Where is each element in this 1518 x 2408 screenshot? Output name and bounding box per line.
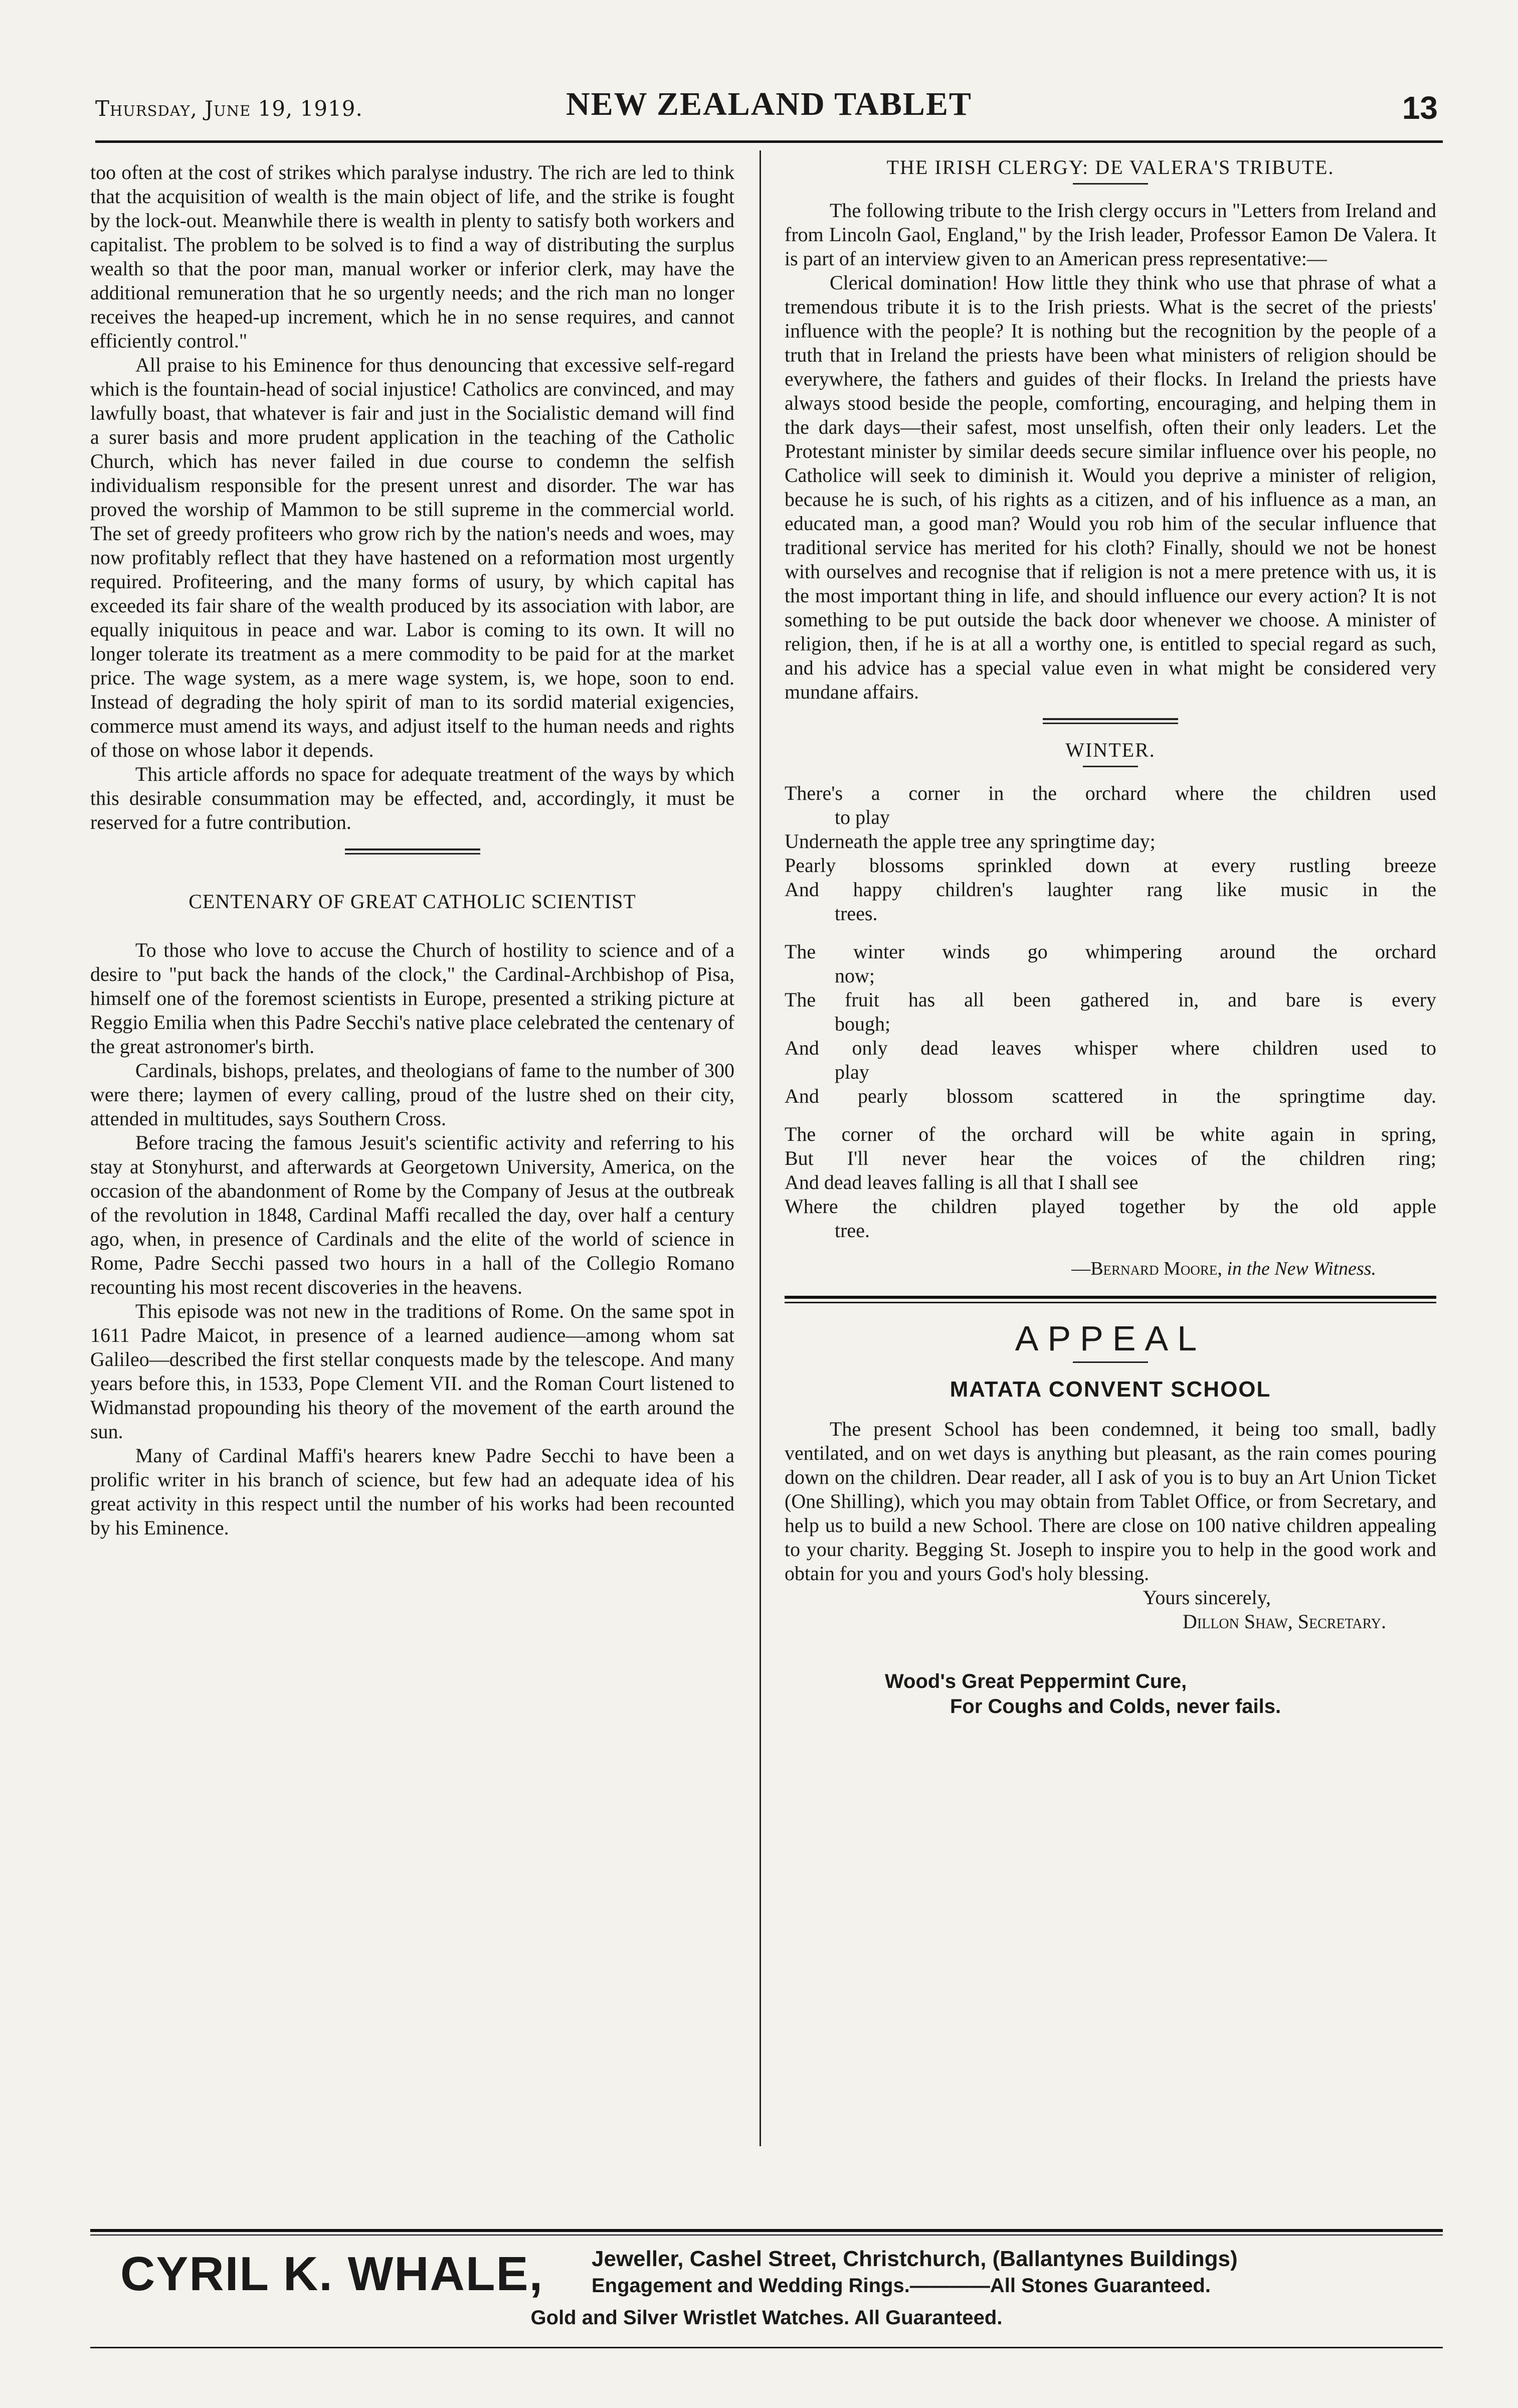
column-divider bbox=[760, 150, 761, 2146]
poem-line: The corner of the orchard will be white again in spring, bbox=[785, 1123, 1436, 1145]
section-rule bbox=[1043, 718, 1178, 724]
poem-line-continuation: now; bbox=[835, 964, 875, 987]
poem-line: And dead leaves falling is all that I shall see bbox=[785, 1171, 1138, 1193]
advert-line-1: Jeweller, Cashel Street, Christchurch, (Ballantynes Buildings) bbox=[592, 2247, 1238, 2271]
poem-line: But I'll never hear the voices of the children ring; bbox=[785, 1147, 1436, 1169]
poem-line-continuation: play bbox=[835, 1061, 869, 1083]
poem-line: And happy children's laughter rang like music in the bbox=[785, 878, 1436, 901]
issue-date: Thursday, June 19, 1919. bbox=[95, 96, 363, 121]
article-paragraph: The following tribute to the Irish clergy occurs in "Letters from Ireland and from Lincoln Gaol, England," by the Irish leader, Professor Eamon De Valera. It is part of an interview given to an American press representative:— bbox=[785, 199, 1436, 270]
irish-clergy-article bbox=[785, 155, 1436, 704]
poem-stanza bbox=[785, 940, 1436, 1108]
advert-rule-bottom bbox=[90, 2347, 1443, 2348]
poem-line-continuation: tree. bbox=[835, 1219, 870, 1242]
page-number: 13 bbox=[1402, 90, 1438, 126]
article-paragraph: Many of Cardinal Maffi's hearers knew Padre Secchi to have been a prolific writer in his branch of science, but few had an adequate idea of his great activity in this respect until the number of his works had been recounted by his Eminence. bbox=[90, 1444, 734, 1539]
title-rule bbox=[1083, 766, 1138, 767]
poem-source: in the New Witness. bbox=[1227, 1258, 1376, 1279]
article-paragraph: To those who love to accuse the Church of hostility to science and of a desire to "put back the hands of the clock," the Cardinal-Archbishop of Pisa, himself one of the foremost scientists in Europe, presented a striking picture at Reggio Emilia when this Padre Secchi's native place celebrated the centenary of the great astronomer's birth. bbox=[90, 939, 734, 1058]
appeal-subtitle: MATATA CONVENT SCHOOL bbox=[950, 1377, 1271, 1402]
poem-line: Underneath the apple tree any springtime day; bbox=[785, 830, 1156, 852]
article-paragraph: All praise to his Eminence for thus denouncing that excessive self-regard which is the fountain-head of social injustice! Catholics are convinced, and may lawfully boast, that whatever is fair and just in the Socialistic demand will find a surer basis and more prudent application in the teaching of the Catholic Church, which has never failed in due course to condemn the selfish individualism responsible for the present unrest and disorder. The war has proved the worship of Mammon to be still supreme in the commercial world. The set of greedy profiteers who grow rich by the nation's needs and woes, may now profitably reflect that they have hastened on a reformation most urgently required. Profiteering, and the many forms of usury, by which capital has exceeded its fair share of the wealth produced by its association with labor, are equally iniquitous in peace and war. Labor is coming to its own. It will no longer tolerate its treatment as a mere commodity to be paid for at the market price. The wage system, as a mere wage system, is, we hope, soon to end. Instead of degrading the holy spirit of man to its sordid material exigencies, commerce must amend its ways, and adjust itself to the human needs and rights of those on whose labor it depends. bbox=[90, 354, 734, 761]
section-rule bbox=[785, 1296, 1436, 1303]
left-column bbox=[90, 160, 734, 1540]
poem-stanza bbox=[785, 1122, 1436, 1243]
article-paragraph: This article affords no space for adequate treatment of the ways by which this desirable consummation may be effected, and, accordingly, it must be reserved for a futre contribution. bbox=[90, 763, 734, 833]
poem-line: Pearly blossoms sprinkled down at every rustling breeze bbox=[785, 854, 1436, 877]
poem-credit bbox=[785, 1257, 1436, 1281]
poem-line: And pearly blossom scattered in the springtime day. bbox=[785, 1085, 1436, 1107]
poem-title: WINTER. bbox=[1065, 739, 1156, 761]
advertiser-name: CYRIL K. WHALE, bbox=[120, 2247, 544, 2301]
appeal-signatory: Dillon Shaw, Secretary. bbox=[1183, 1610, 1386, 1633]
advert-line-3: Gold and Silver Wristlet Watches. All Guaranteed. bbox=[530, 2307, 1003, 2329]
masthead: NEW ZEALAND TABLET bbox=[566, 86, 972, 122]
poem-line: The fruit has all been gathered in, and bare is every bbox=[785, 988, 1436, 1011]
poem-line: There's a corner in the orchard where the children used bbox=[785, 782, 1436, 804]
poem-line-continuation: to play bbox=[835, 806, 890, 828]
woods-advert bbox=[785, 1669, 1436, 1719]
article-title: CENTENARY OF GREAT CATHOLIC SCIENTIST bbox=[188, 890, 636, 913]
title-rule bbox=[1073, 1361, 1148, 1363]
poem-line: And only dead leaves whisper where children used to bbox=[785, 1037, 1436, 1059]
article-paragraph: Before tracing the famous Jesuit's scientific activity and referring to his stay at Stonyhurst, and afterwards at Georgetown University, America, on the occasion of the abandonment of Rome by the Company of Jesus at the outbreak of the revolution in 1848, Cardinal Maffi recalled the day, over half a century ago, when, in presence of Cardinals and the elite of the world of science in Rome, Padre Secchi passed two hours in a hall of the Collegio Romano recounting his most recent discoveries in the heavens. bbox=[90, 1131, 734, 1298]
article-paragraph: Cardinals, bishops, prelates, and theologians of fame to the number of 300 were there; laymen of every calling, proud of the lustre shed on their city, attended in multitudes, says Southern Cross. bbox=[90, 1059, 734, 1130]
title-rule bbox=[1073, 183, 1148, 185]
appeal-paragraph: The present School has been condemned, it being too small, badly ventilated, and on wet days is anything but pleasant, as the rain comes pouring down on the children. Dear reader, all I ask of you is to buy an Art Union Ticket (One Shilling), which you may obtain from Tablet Office, or from Secretary, and help us to build a new School. There are close on 100 native children appealing to your charity. Begging St. Joseph to inspire you to help in the good work and obtain for you and yours God's holy blessing. bbox=[785, 1418, 1436, 1585]
page-header bbox=[95, 85, 1443, 140]
winter-poem bbox=[785, 738, 1436, 1281]
appeal-notice bbox=[785, 1318, 1436, 1634]
poem-line-continuation: bough; bbox=[835, 1012, 891, 1035]
article-title: THE IRISH CLERGY: DE VALERA'S TRIBUTE. bbox=[886, 156, 1335, 179]
article-paragraph: Clerical domination! How little they think who use that phrase of what a tremendous tribute it is to the Irish priests. What is the secret of the priests' influence with the people? It is nothing but the recognition by the people of a truth that in Ireland the priests have been what ministers of religion should be everywhere, the fathers and guides of their flocks. In Ireland the priests have always stood beside the people, comforting, encouraging, and helping them in the dark days—their safest, most unselfish, often their only leaders. Let the Protestant minister by similar deeds secure similar influence over his people, no Catholice will seek to diminish it. Would you deprive a minister of religion, because he is such, of his rights as a citizen, and of his influence as a man, an educated man, a good man? Would you rob him of the secular influence that traditional service has merited for his cloth? Finally, should we not be honest with ourselves and recognise that if religion is not a mere pretence with us, it is the most important thing in life, and should influence our every action? It is not something to be put outside the back door whenever we choose. A minister of religion, then, if he is at all a worthy one, is entitled to special regard as such, and his advice has a special value even in what might be considered very mundane affairs. bbox=[785, 271, 1436, 703]
poem-line: The winter winds go whimpering around the orchard bbox=[785, 940, 1436, 963]
poem-line: Where the children played together by the old apple bbox=[785, 1195, 1436, 1218]
right-column bbox=[785, 155, 1436, 1719]
poem-author: —Bernard Moore, bbox=[1071, 1258, 1222, 1279]
woods-line-1: Wood's Great Peppermint Cure, bbox=[885, 1670, 1187, 1692]
section-rule bbox=[345, 848, 480, 854]
article-paragraph: too often at the cost of strikes which paralyse industry. The rich are led to think that the acquisition of wealth is the main object of life, and the strike is fought by the lock-out. Meanwhile there is wealth in plenty to satisfy both workers and capitalist. The problem to be solved is to find a way of distributing the surplus wealth so that the poor man, manual worker or inferior clerk, may have the additional remuneration that he so urgently needs; and the rich man no longer receives the heaped-up increment, which he in no sense requires, and cannot efficiently control." bbox=[90, 161, 734, 352]
advert-rule-top bbox=[90, 2229, 1443, 2235]
centenary-article bbox=[90, 890, 734, 1540]
poem-line-continuation: trees. bbox=[835, 902, 878, 925]
jeweller-advert bbox=[90, 2242, 1443, 2337]
continued-article bbox=[90, 160, 734, 834]
article-paragraph: This episode was not new in the traditions of Rome. On the same spot in 1611 Padre Maicot, in presence of a learned audience—among whom sat Galileo—described the first stellar conquests made by the telescope. And many years before this, in 1533, Pope Clement VII. and the Roman Court listened to Widmanstad propounding his theory of the movement of the earth around the sun. bbox=[90, 1300, 734, 1443]
appeal-closing: Yours sincerely, bbox=[1143, 1586, 1271, 1609]
advert-line-2: Engagement and Wedding Rings.————All Stones Guaranteed. bbox=[592, 2275, 1211, 2297]
poem-stanza bbox=[785, 781, 1436, 926]
header-rule bbox=[95, 140, 1443, 143]
appeal-title: APPEAL bbox=[1015, 1319, 1206, 1358]
woods-line-2: For Coughs and Colds, never fails. bbox=[950, 1695, 1281, 1717]
